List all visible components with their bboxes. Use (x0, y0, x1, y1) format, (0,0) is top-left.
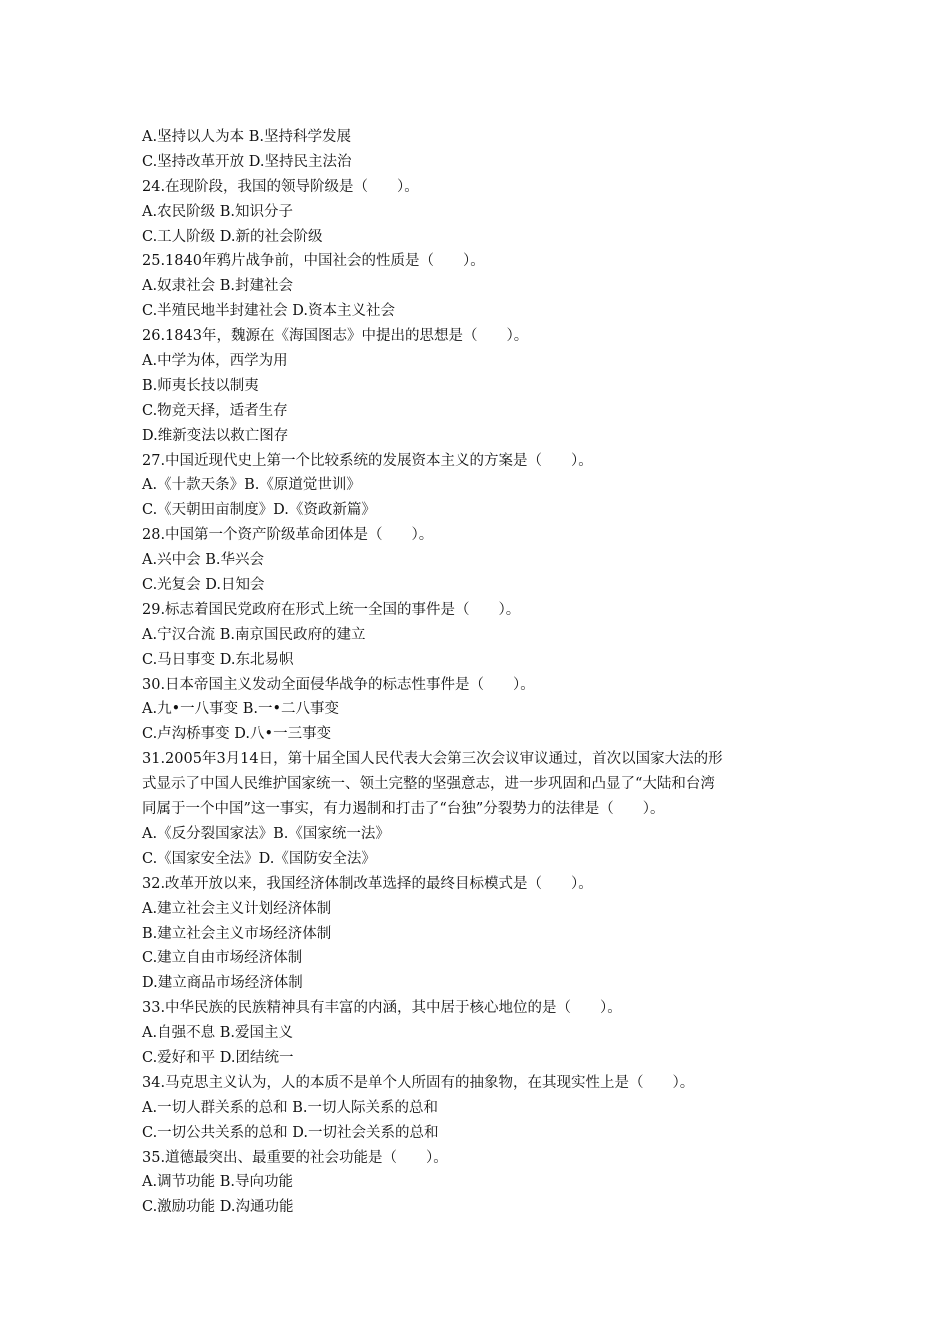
option-line: A.自强不息 B.爱国主义 (142, 1025, 293, 1042)
question-24: 24.在现阶段，我国的领导阶级是（ ）。 (142, 178, 419, 195)
option-line: A.宁汉合流 B.南京国民政府的建立 (142, 626, 366, 643)
question-27: 27.中国近现代史上第一个比较系统的发展资本主义的方案是（ ）。 (142, 452, 593, 469)
option-line: A.坚持以人为本 B.坚持科学发展 (142, 129, 351, 145)
option-line: D.维新变法以救亡图存 (142, 427, 289, 444)
question-35: 35.道德最突出、最重要的社会功能是（ ）。 (142, 1149, 448, 1166)
option-line: C.半殖民地半封建社会 D.资本主义社会 (142, 303, 396, 320)
option-line: C.建立自由市场经济体制 (142, 950, 303, 967)
option-line: A.一切人群关系的总和 B.一切人际关系的总和 (142, 1099, 438, 1116)
option-line: A.九•一八事变 B.一•二八事变 (142, 701, 340, 718)
option-line: C.卢沟桥事变 D.八•一三事变 (142, 726, 332, 743)
option-line: A.中学为体，西学为用 (142, 353, 288, 370)
option-line: A.《十款天条》B.《原道觉世训》 (142, 477, 361, 494)
option-line: A.农民阶级 B.知识分子 (142, 203, 293, 220)
question-33: 33.中华民族的民族精神具有丰富的内涵，其中居于核心地位的是（ ）。 (142, 1000, 622, 1017)
option-line: B.师夷长技以制夷 (142, 377, 259, 394)
question-25: 25.1840年鸦片战争前，中国社会的性质是（ ）。 (142, 253, 485, 270)
option-line: A.调节功能 B.导向功能 (142, 1174, 293, 1191)
option-line: C.一切公共关系的总和 D.一切社会关系的总和 (142, 1124, 439, 1141)
option-line: D.建立商品市场经济体制 (142, 975, 303, 992)
option-line: C.坚持改革开放 D.坚持民主法治 (142, 153, 352, 170)
question-31-line-1: 31.2005年3月14日，第十届全国人民代表大会第三次会议审议通过，首次以国家大法的形 (142, 751, 723, 768)
question-28: 28.中国第一个资产阶级革命团体是（ ）。 (142, 527, 434, 544)
option-line: A.奴隶社会 B.封建社会 (142, 278, 293, 295)
option-line: C.《国家安全法》D.《国防安全法》 (142, 850, 376, 867)
option-line: C.马日事变 D.东北易帜 (142, 651, 294, 668)
option-line: C.工人阶级 D.新的社会阶级 (142, 228, 323, 245)
option-line: C.光复会 D.日知会 (142, 577, 265, 594)
option-line: C.《天朝田亩制度》D.《资政新篇》 (142, 502, 376, 519)
question-31-line-2: 式显示了中国人民维护国家统一、领土完整的坚强意志，进一步巩固和凸显了“大陆和台湾 (142, 776, 715, 793)
question-32: 32.改革开放以来，我国经济体制改革选择的最终目标模式是（ ）。 (142, 875, 593, 892)
option-line: B.建立社会主义市场经济体制 (142, 925, 332, 942)
option-line: A.兴中会 B.华兴会 (142, 552, 264, 569)
question-29: 29.标志着国民党政府在形式上统一全国的事件是（ ）。 (142, 601, 521, 618)
option-line: C.物竞天择，适者生存 (142, 402, 288, 419)
question-30: 30.日本帝国主义发动全面侵华战争的标志性事件是（ ）。 (142, 676, 535, 693)
question-26: 26.1843年，魏源在《海国图志》中提出的思想是（ ）。 (142, 328, 529, 345)
option-line: C.激励功能 D.沟通功能 (142, 1199, 294, 1216)
option-line: C.爱好和平 D.团结统一 (142, 1049, 294, 1066)
option-line: A.《反分裂国家法》B.《国家统一法》 (142, 825, 390, 842)
question-34: 34.马克思主义认为，人的本质不是单个人所固有的抽象物，在其现实性上是（ ）。 (142, 1074, 695, 1091)
option-line: A.建立社会主义计划经济体制 (142, 900, 332, 917)
document-page (142, 125, 822, 1220)
question-31-line-3: 同属于一个中国”这一事实，有力遏制和打击了“台独”分裂势力的法律是（ ）。 (142, 801, 665, 818)
